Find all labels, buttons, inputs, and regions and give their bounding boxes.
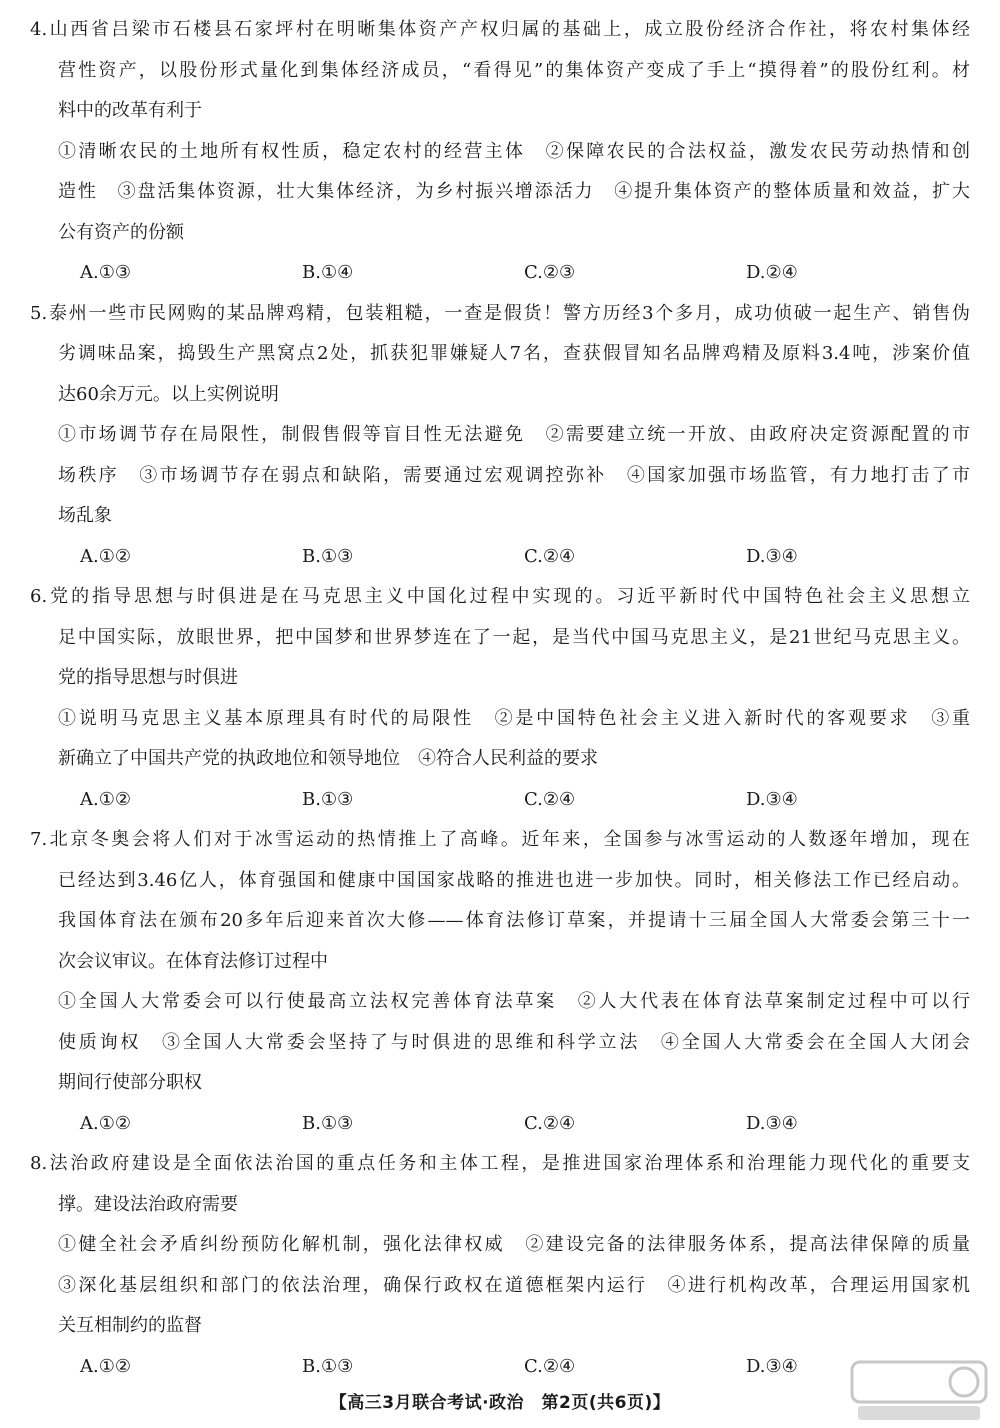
statement-line: 新确立了中国共产党的执政地位和领导地位 ④符合人民利益的要求 (58, 748, 598, 769)
statement-line: 关互相制约的监督 (58, 1315, 202, 1336)
choice-d: D.③④ (746, 788, 798, 810)
choice-c: C.②④ (524, 1355, 576, 1377)
choice-b: B.①④ (302, 262, 354, 283)
answer-choices (30, 1347, 970, 1388)
statement-line: 使质询权 ③全国人大常委会坚持了与时俱进的思维和科学立法 ④全国人大常委会在全国人大闭会 (58, 1031, 970, 1053)
choice-d: D.③④ (746, 1355, 798, 1377)
choice-a: A.①③ (80, 262, 131, 283)
choice-d: D.③④ (746, 1112, 798, 1134)
statement-line: ③深化基层组织和部门的依法治理，确保行政权在道德框架内运行 ④进行机构改革，合理运用国家机 (58, 1274, 970, 1296)
choice-c: C.②④ (524, 788, 576, 810)
question-7 (30, 820, 970, 1144)
choice-a: A.①② (80, 788, 131, 810)
question-stem-line: 达60余万元。以上实例说明 (58, 383, 279, 405)
question-6 (30, 577, 970, 820)
question-stem-line: 6.党的指导思想与时俱进是在马克思主义中国化过程中实现的。习近平新时代中国特色社会主义思想立 (30, 586, 970, 607)
question-stem-line: 撑。建设法治政府需要 (58, 1193, 238, 1215)
question-stem-line: 7.北京冬奥会将人们对于冰雪运动的热情推上了高峰。近年来，全国参与冰雪运动的人数逐年增加，现在 (30, 829, 970, 850)
choice-b: B.①③ (302, 788, 354, 810)
statement-line: 场秩序 ③市场调节存在弱点和缺陷，需要通过宏观调控弥补 ④国家加强市场监管，有力地打击了市 (58, 464, 970, 486)
choice-d: D.②④ (746, 262, 798, 283)
answer-choices (30, 537, 970, 578)
watermark-logo-icon (844, 1356, 994, 1426)
choice-a: A.①② (80, 1355, 131, 1377)
statement-line: 公有资产的份额 (58, 221, 184, 243)
statement-line: ①健全社会矛盾纠纷预防化解机制，强化法律权威 ②建设完备的法律服务体系，提高法律保障的质量 (58, 1234, 970, 1255)
statement-line: ①说明马克思主义基本原理具有时代的局限性 ②是中国特色社会主义进入新时代的客观要求 ③重 (58, 707, 970, 729)
statement-line: ①全国人大常委会可以行使最高立法权完善体育法草案 ②人大代表在体育法草案制定过程中可以行 (58, 991, 970, 1012)
question-stem-line: 已经达到3.46亿人，体育强国和健康中国国家战略的推进也进一步加快。同时，相关修法工作已经启动。 (58, 869, 970, 891)
statement-line: 造性 ③盘活集体资源，壮大集体经济，为乡村振兴增添活力 ④提升集体资产的整体质量和效益，扩大 (58, 181, 970, 202)
question-stem-line: 足中国实际，放眼世界，把中国梦和世界梦连在了一起，是当代中国马克思主义，是21世纪马克思主义。 (58, 626, 970, 648)
question-stem-line: 4.山西省吕梁市石楼县石家坪村在明晰集体资产产权归属的基础上，成立股份经济合作社，将农村集体经 (30, 19, 970, 40)
choice-a: A.①② (80, 1112, 131, 1134)
choice-b: B.①③ (302, 1112, 354, 1134)
question-stem-line: 次会议审议。在体育法修订过程中 (58, 950, 328, 972)
statement-line: 场乱象 (58, 505, 112, 526)
question-stem-line: 8.法治政府建设是全面依法治国的重点任务和主体工程，是推进国家治理体系和治理能力现代化的重要支 (30, 1153, 970, 1174)
exam-page (30, 10, 970, 1387)
choice-c: C.②③ (524, 262, 576, 283)
choice-a: A.①② (80, 545, 131, 567)
question-8 (30, 1144, 970, 1387)
statement-line: ①清晰农民的土地所有权性质，稳定农村的经营主体 ②保障农民的合法权益，激发农民劳动热情和创 (58, 140, 970, 162)
choice-c: C.②④ (524, 1112, 576, 1134)
question-5 (30, 294, 970, 578)
choice-b: B.①③ (302, 1355, 354, 1377)
choice-d: D.③④ (746, 545, 798, 567)
question-stem-line: 料中的改革有利于 (58, 100, 202, 121)
answer-choices (30, 1104, 970, 1145)
question-stem-line: 5.泰州一些市民网购的某品牌鸡精，包装粗糙，一查是假货！警方历经3个多月，成功侦破一起生产、销售伪 (30, 302, 970, 324)
answer-choices (30, 253, 970, 294)
question-stem-line: 劣调味品案，捣毁生产黑窝点2处，抓获犯罪嫌疑人7名，查获假冒知名品牌鸡精及原料3.4吨，涉案价值 (58, 343, 970, 364)
choice-b: B.①③ (302, 545, 354, 567)
question-stem-line: 党的指导思想与时俱进 (58, 667, 238, 688)
page-footer: 【高三3月联合考试·政治 第2页(共6页)】 (329, 1393, 671, 1413)
statement-line: 期间行使部分职权 (58, 1072, 202, 1093)
statement-line: ①市场调节存在局限性，制假售假等盲目性无法避免 ②需要建立统一开放、由政府决定资源配置的市 (58, 424, 970, 445)
question-4 (30, 10, 970, 294)
question-stem-line: 营性资产，以股份形式量化到集体经济成员，“看得见”的集体资产变成了手上“摸得着”的股份红利。材 (58, 59, 970, 81)
question-stem-line: 我国体育法在颁布20多年后迎来首次大修——体育法修订草案，并提请十三届全国人大常委会第三十一 (58, 910, 970, 931)
choice-c: C.②④ (524, 545, 576, 567)
answer-choices (30, 780, 970, 821)
